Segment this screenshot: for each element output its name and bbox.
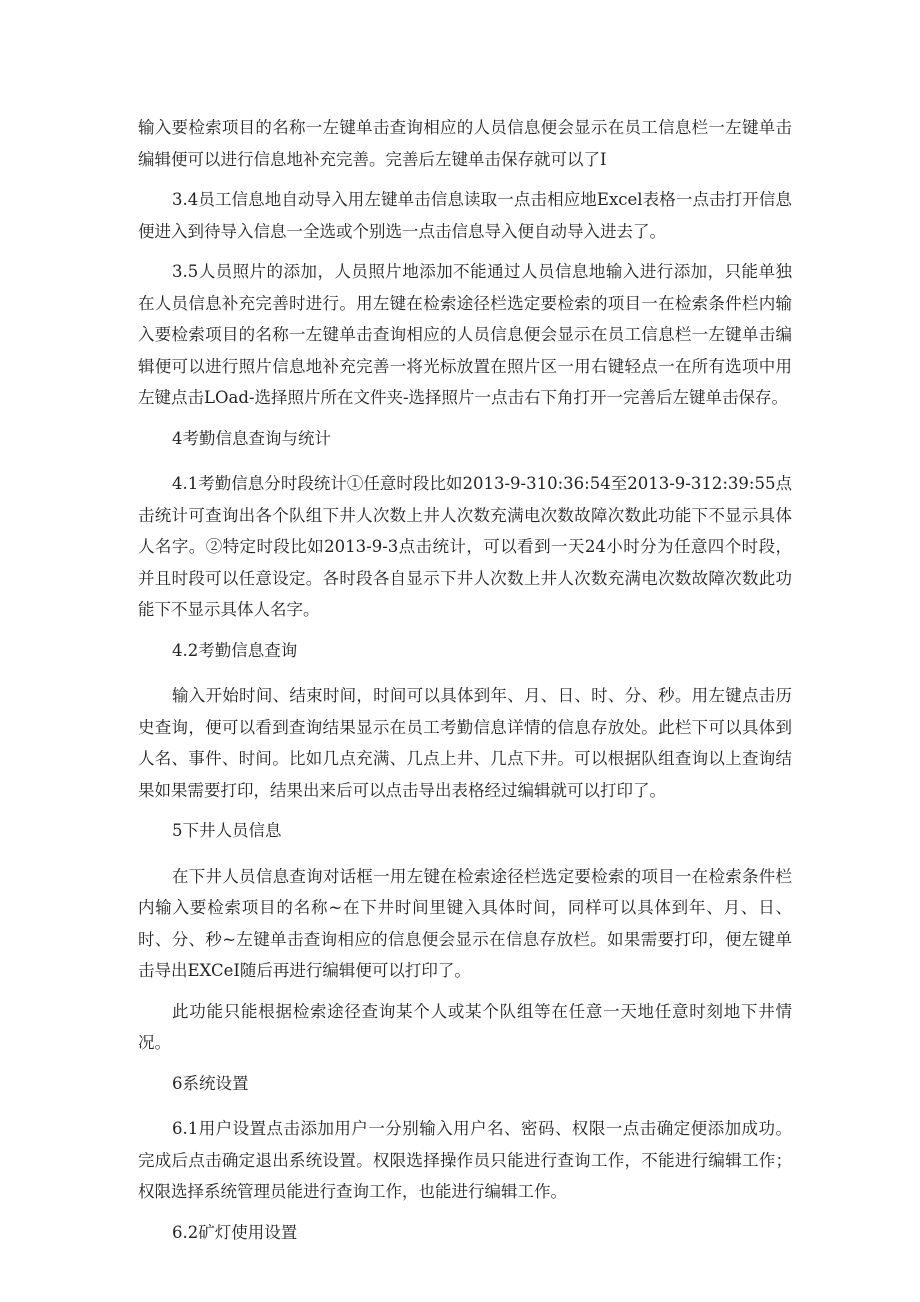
- paragraph-underground-query: 在下井人员信息查询对话框一用左键在检索途径栏选定要检索的项目一在检索条件栏内输入要检索项目的名称~在下井时间里键入具体时间，同样可以具体到年、月、日、时、分、秒~左键单击查询相应的信息便会显示在信息存放栏。如果需要打印，便左键单击导出EXCeI随后再进行编辑便可以打印了。: [138, 866, 792, 980]
- paragraph-photo-add: 3.5人员照片的添加，人员照片地添加不能通过人员信息地输入进行添加，只能单独在人员信息补充完善时进行。用左键在检索途径栏选定要检索的项目一在检索条件栏内输入要检索项目的名称一左键单击查询相应的人员信息便会显示在员工信息栏一左键单击编辑便可以进行照片信息地补充完善一将光标放置在照片区一用右键轻点一在所有选项中用左键点击LOad-选择照片所在文件夹-选择照片一点击右下角打开一完善后左键单击保存。: [138, 262, 792, 407]
- paragraph-attendance-query: 输入开始时间、结束时间，时间可以具体到年、月、日、时、分、秒。用左键点击历史查询，便可以看到查询结果显示在员工考勤信息详情的信息存放处。此栏下可以具体到人名、事件、时间。比如几点充满、几点上井、几点下井。可以根据队组查询以上查询结果如果需要打印，结果出来后可以点击导出表格经过编辑就可以打印了。: [138, 686, 792, 800]
- document-body: [138, 112, 792, 1262]
- paragraph-underground-note: 此功能只能根据检索途径查询某个人或某个队组等在任意一天地任意时刻地下井情况。: [138, 1001, 792, 1052]
- paragraph-auto-import: 3.4员工信息地自动导入用左键单击信息读取一点击相应地Excel表格一点击打开信息便进入到待导入信息一全选或个别选一点击信息导入便自动导入进去了。: [138, 190, 792, 241]
- section-heading-system-settings: 6系统设置: [172, 1073, 249, 1093]
- section-heading-attendance: 4考勤信息查询与统计: [172, 428, 331, 448]
- paragraph-attendance-stats: 4.1考勤信息分时段统计①任意时段比如2013-9-310:36:54至2013-9-312:39:55点击统计可查询出各个队组下井人次数上井人次数充满电次数故障次数此功能下不显示具体人名字。②特定时段比如2013-9-3点击统计，可以看到一天24小时分为任意四个时段，并且时段可以任意设定。各时段各自显示下井人次数上井人次数充满电次数故障次数此功能下不显示具体人名字。: [138, 474, 792, 619]
- section-heading-attendance-query: 4.2考勤信息查询: [172, 640, 298, 660]
- section-heading-underground-personnel: 5下井人员信息: [172, 821, 282, 840]
- section-heading-lamp-settings: 6.2矿灯使用设置: [172, 1222, 298, 1242]
- paragraph-continuation: 输入要检索项目的名称一左键单击查询相应的人员信息便会显示在员工信息栏一左键单击编辑便可以进行信息地补充完善。完善后左键单击保存就可以了I: [138, 118, 792, 169]
- paragraph-user-settings: 6.1用户设置点击添加用户一分别输入用户名、密码、权限一点击确定便添加成功。完成后点击确定退出系统设置。权限选择操作员只能进行查询工作，不能进行编辑工作；权限选择系统管理员能进行查询工作，也能进行编辑工作。: [138, 1119, 792, 1201]
